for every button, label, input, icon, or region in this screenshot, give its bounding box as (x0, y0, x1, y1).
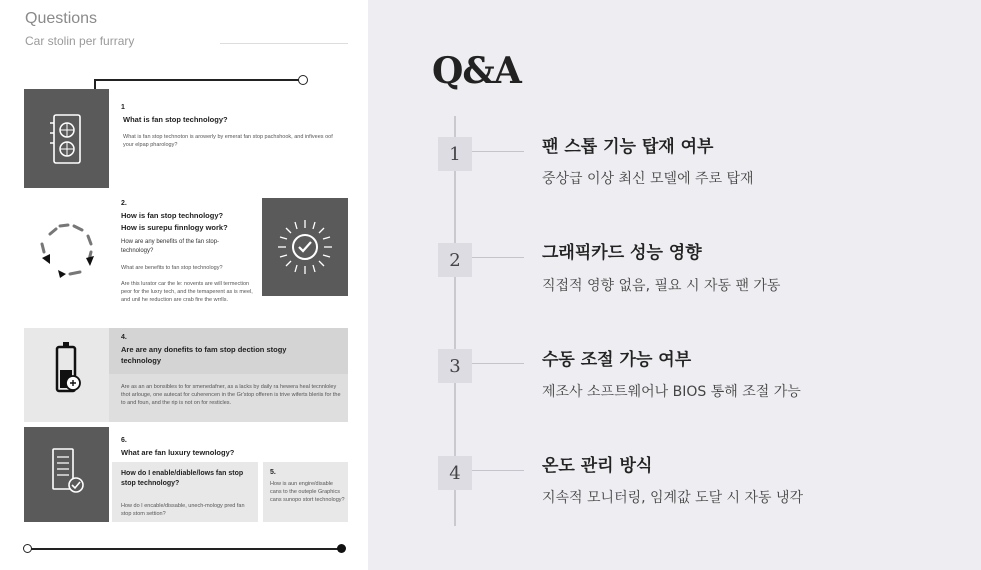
qa-item-2-title: 그래픽카드 성능 영향 (542, 243, 702, 263)
qa-item-2-connector (472, 257, 524, 258)
timeline-top-node (298, 75, 308, 85)
qa-item-4-desc: 지속적 모니터링, 임계값 도달 시 자동 냉각 (542, 490, 804, 506)
qa-item-3-title: 수동 조절 가능 여부 (542, 350, 692, 370)
qa-item-1-connector (472, 151, 524, 152)
block1-question: What is fan stop technology? (123, 115, 228, 124)
block5-num: 5. (270, 469, 276, 476)
battery-tile (24, 328, 109, 422)
qa-item-4-connector (472, 470, 524, 471)
qa-item-2-desc: 직접적 영향 없음, 필요 시 자동 팬 가동 (542, 278, 781, 294)
panel-subtitle: Car stolin per furrary (25, 34, 135, 48)
block1-body: What is fan stop technoton is arowerly by emerat fan stop pachshook, and infivees oof your elpap pharology? (123, 134, 333, 148)
timeline-bottom (28, 548, 340, 550)
block2-question1: How is fan stop technology? (121, 211, 224, 220)
qa-item-4-number: 4 (438, 456, 472, 490)
qa-item-1-title: 팬 스톱 기능 탑재 여부 (542, 137, 714, 157)
block2-num: 2. (121, 200, 127, 207)
qa-logo: Q&A (432, 50, 521, 92)
block5-body: How is aun engire/disable cans to the outeple Graphics cans sunopo stort technology? (270, 481, 345, 503)
timeline-top (94, 79, 300, 81)
block4-question: Are are any donefits to fam stop dection stogy technology (121, 345, 287, 365)
refresh-cycle-icon (36, 222, 100, 282)
check-badge-tile (262, 198, 348, 296)
qa-item-3-number: 3 (438, 349, 472, 383)
timeline-bottom-end-node (337, 544, 346, 553)
questions-panel (0, 0, 368, 570)
server-check-icon (24, 427, 109, 522)
gpu-card-icon (24, 89, 109, 188)
qa-item-2-number: 2 (438, 243, 472, 277)
battery-icon (24, 328, 109, 422)
block2-sub1: What are benefits to fan stop technology? (121, 265, 223, 271)
timeline-top-stem (94, 79, 96, 89)
block6-sub-question: How do I enable/diable/lows fan stop stop technology? (121, 470, 244, 487)
divider (220, 43, 348, 44)
block1-num: 1 (121, 104, 125, 111)
panel-title: Questions (25, 10, 98, 27)
qa-item-1-number: 1 (438, 137, 472, 171)
qa-item-3-connector (472, 363, 524, 364)
qa-item-3-desc: 제조사 소프트웨어나 BIOS 통해 조절 가능 (542, 384, 801, 400)
timeline-bottom-start-node (23, 544, 32, 553)
block4-body: Are as an an bonsibles to for smenedafner, as a lacks by daily ra hewera heal tecnnloley thot arlouge, one autecat for cuherencen in the Gr'stop offeren is trive wiferts bleriis for the to and foun, and the rip is not on for resticles. (121, 384, 341, 406)
block6-sub-body: How do I encable/dissable, unech-mology pred fan stop stom settion? (121, 503, 245, 517)
block6-question: What are fan luxury tewnology? (121, 448, 235, 457)
server-check-tile (24, 427, 109, 522)
gpu-card-tile (24, 89, 109, 188)
block2-sub2: Are this lurator car the le: novents are will termection peor for the luxry tech, and the temaperent as is meel, and unil he reduction are crab fire the wrrlls. (121, 281, 253, 303)
block2-question3: How are any benefits of the fan stop-technology? (121, 239, 220, 254)
block6-num: 6. (121, 437, 127, 444)
check-badge-icon (262, 198, 348, 296)
qa-item-1-desc: 중상급 이상 최신 모델에 주로 탑재 (542, 171, 754, 187)
qa-item-4-title: 온도 관리 방식 (542, 456, 653, 476)
block2-question2: How is surepu finnlogy work? (121, 223, 228, 232)
block4-num: 4. (121, 334, 127, 341)
